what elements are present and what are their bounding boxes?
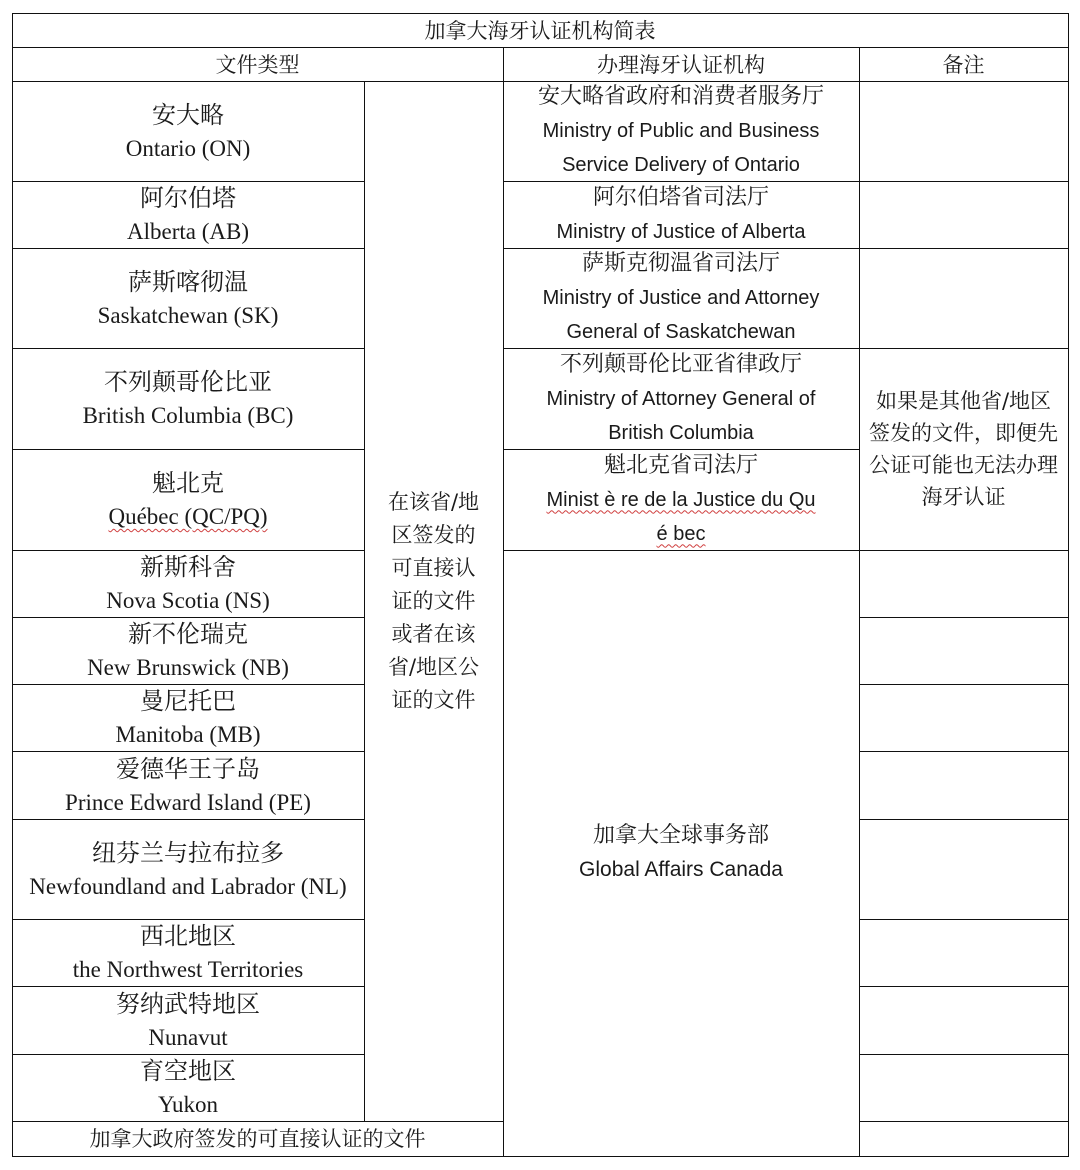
province-en: Québec (QC/PQ) (108, 504, 268, 529)
province-cell-newfoundland (12, 819, 364, 919)
header-remarks: 备注 (942, 53, 985, 77)
province-cell-nunavut (12, 986, 364, 1054)
table-title: 加拿大海牙认证机构简表 (424, 19, 656, 43)
province-cell-yukon (12, 1054, 364, 1121)
remark-text: 如果是其他省/地区签发的文件，即便先公证可能也无法办理海牙认证 (869, 389, 1058, 509)
province-cell-alberta (12, 181, 364, 248)
province-zh: 西北地区 (140, 922, 236, 950)
province-en: Manitoba (MB) (115, 722, 261, 747)
province-en: the Northwest Territories (72, 957, 304, 982)
province-zh: 阿尔伯塔 (140, 184, 236, 212)
province-en: Newfoundland and Labrador (NL) (29, 873, 347, 899)
province-cell-pei (12, 751, 364, 819)
province-zh: 新不伦瑞克 (128, 620, 248, 648)
authority-zh: 阿尔伯塔省司法厅 (592, 184, 769, 210)
authority-en: Minist è re de la Justice du Qu é bec (546, 488, 816, 545)
authority-zh: 安大略省政府和消费者服务厅 (537, 84, 824, 109)
province-en: Saskatchewan (SK) (97, 302, 279, 328)
province-cell-northwest-territories (12, 919, 364, 986)
merged-document-description (364, 81, 503, 1121)
province-en: Prince Edward Island (PE) (65, 789, 311, 815)
province-cell-quebec (12, 449, 364, 550)
province-cell-saskatchewan (12, 248, 364, 348)
province-cell-manitoba (12, 684, 364, 751)
province-en: British Columbia (BC) (82, 403, 294, 428)
province-zh: 纽芬兰与拉布拉多 (92, 838, 284, 867)
province-en: Nunavut (148, 1024, 228, 1050)
province-en: New Brunswick (NB) (87, 655, 289, 680)
authority-en: Ministry of Justice and Attorney General of Saskatchewan (542, 287, 820, 343)
merged-document-text: 在该省/地区签发的可直接认证的文件或者在该省/地区公证的文件 (387, 489, 480, 712)
remark-cell-provincial (859, 348, 1068, 550)
province-zh: 魁北克 (152, 469, 224, 497)
authority-cell-global-affairs (503, 550, 859, 1156)
authority-zh: 不列颠哥伦比亚省律政厅 (559, 351, 802, 377)
province-cell-ontario (12, 81, 364, 181)
province-en: Ontario (ON) (125, 135, 251, 161)
header-authority: 办理海牙认证机构 (597, 53, 765, 77)
authority-cell-ontario (503, 81, 859, 181)
header-document-type: 文件类型 (215, 53, 300, 77)
authority-cell-quebec (503, 449, 859, 550)
authority-cell-alberta (503, 181, 859, 248)
province-zh: 努纳武特地区 (116, 989, 260, 1018)
province-en: Yukon (157, 1092, 219, 1117)
authority-zh: 魁北克省司法厅 (603, 452, 758, 478)
province-zh: 萨斯喀彻温 (128, 267, 248, 296)
province-zh: 育空地区 (140, 1057, 236, 1085)
authority-cell-british-columbia (503, 348, 859, 449)
authority-en: Ministry of Attorney General of British Columbia (546, 387, 816, 444)
authority-zh: 萨斯克彻温省司法厅 (581, 251, 780, 276)
province-cell-nova-scotia (12, 550, 364, 617)
authority-zh: 加拿大全球事务部 (592, 823, 769, 848)
province-en: Nova Scotia (NS) (106, 588, 270, 613)
federal-document-cell: 加拿大政府签发的可直接认证的文件 (89, 1126, 426, 1151)
authority-en: Ministry of Justice of Alberta (556, 220, 806, 243)
province-zh: 爱德华王子岛 (116, 754, 260, 783)
province-zh: 不列颠哥伦比亚 (104, 368, 272, 396)
province-cell-new-brunswick (12, 617, 364, 684)
province-cell-british-columbia (12, 348, 364, 449)
authority-cell-saskatchewan (503, 248, 859, 348)
province-zh: 曼尼托巴 (140, 687, 236, 715)
authority-en: Global Affairs Canada (579, 858, 783, 881)
province-en: Alberta (AB) (127, 219, 249, 244)
authority-en: Ministry of Public and Business Service Delivery of Ontario (542, 120, 820, 176)
province-zh: 安大略 (152, 100, 224, 129)
province-zh: 新斯科舍 (140, 553, 236, 581)
